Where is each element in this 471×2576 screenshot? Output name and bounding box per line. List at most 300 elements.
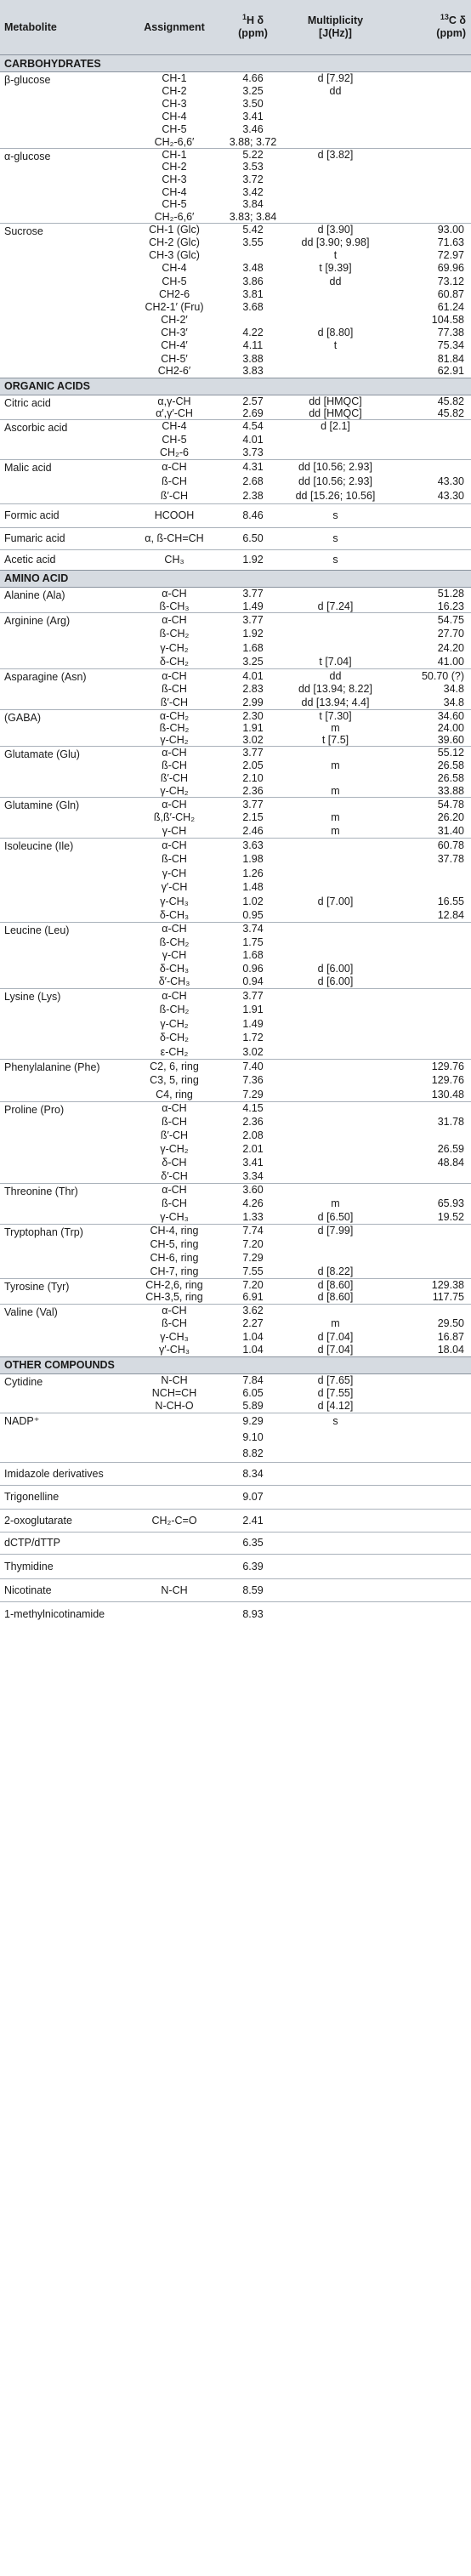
multiplicity-cell <box>285 1156 386 1169</box>
c-shift-cell: 24.00 <box>437 721 464 734</box>
assignment-cell: C4, ring <box>156 1088 193 1100</box>
c-shift-cell <box>386 419 471 433</box>
h-shift-cell: 8.59 <box>221 1578 285 1601</box>
h-shift-cell: 3.41 <box>242 111 264 122</box>
assignment-cell <box>128 1413 221 1429</box>
c-shift-cell <box>386 948 471 962</box>
assignment-cell: γ-CH₂ <box>160 1017 189 1030</box>
multiplicity-cell <box>285 1088 386 1102</box>
multiplicity-cell <box>285 1429 386 1445</box>
multiplicity-cell <box>285 627 386 641</box>
assignment-cell: CH-5 <box>162 433 187 446</box>
table-row <box>0 527 471 549</box>
table-row <box>0 746 471 759</box>
assignment-cell: α-CH <box>128 1101 221 1115</box>
c-shift-cell: 26.20 <box>437 811 464 824</box>
multiplicity-cell <box>285 880 386 895</box>
multiplicity-cell: d [7.04] <box>317 1344 354 1356</box>
c-shift-cell <box>386 1429 471 1445</box>
multiplicity-cell: d [3.82] <box>285 149 386 162</box>
c-shift-cell: 54.78 <box>386 797 471 810</box>
h-shift-cell: 0.96 <box>242 962 264 975</box>
header-multiplicity <box>285 0 386 55</box>
metabolite-name: Sucrose <box>0 223 128 378</box>
multiplicity-cell: dd [3.90; 9.98] <box>301 236 370 249</box>
multiplicity-cell: d [7.55] <box>317 1387 354 1400</box>
h-shift-cell: 1.92 <box>221 549 285 570</box>
multiplicity-cell: m <box>331 1317 340 1330</box>
assignment-cell: ß′-CH <box>160 490 189 503</box>
multiplicity-cell <box>285 1129 386 1142</box>
metabolite-name: Phenylalanine (Phe) <box>0 1059 128 1101</box>
table-row <box>0 1509 471 1532</box>
h-shift-cell: 4.01 <box>221 668 285 682</box>
multiplicity-cell <box>285 1578 386 1601</box>
table-row <box>0 1462 471 1485</box>
metabolite-name: Nicotinate <box>0 1578 128 1601</box>
h-shift-cell: 8.82 <box>242 1447 264 1460</box>
assignment-cell: CH-5 <box>162 123 187 135</box>
c-shift-cell <box>386 1183 471 1197</box>
h-shift-cell: 7.84 <box>221 1373 285 1386</box>
h-shift-cell: 3.77 <box>221 988 285 1003</box>
h-shift-cell: 3.55 <box>242 236 264 249</box>
h-shift-cell: 5.89 <box>242 1400 264 1413</box>
c-shift-cell <box>386 1129 471 1142</box>
assignment-cell: N-CH <box>128 1578 221 1601</box>
assignment-cell: γ-CH₂ <box>160 733 189 746</box>
section-header-row <box>0 570 471 587</box>
multiplicity-cell <box>285 1101 386 1115</box>
h-shift-cell: 8.34 <box>221 1462 285 1485</box>
assignment-cell: ß′-CH <box>160 1129 189 1142</box>
multiplicity-cell: t [7.30] <box>285 709 386 722</box>
multiplicity-cell <box>285 1532 386 1554</box>
h-shift-cell: 2.41 <box>221 1509 285 1532</box>
section-header-row <box>0 1356 471 1373</box>
assignment-cell: δ-CH₃ <box>159 908 190 921</box>
table-row <box>0 419 471 433</box>
h-shift-cell: 3.77 <box>221 612 285 627</box>
assignment-cell: CH2-6 <box>158 287 190 300</box>
c-shift-cell <box>386 185 471 198</box>
table-row <box>0 1224 471 1237</box>
c-shift-cell: 48.84 <box>437 1157 464 1169</box>
assignment-cell: ß,ß′-CH₂ <box>153 811 196 824</box>
header-mult-label: Multiplicity <box>307 14 364 26</box>
multiplicity-cell <box>285 1073 386 1088</box>
table-row <box>0 503 471 527</box>
metabolite-name: β-glucose <box>0 72 128 149</box>
assignment-cell: δ′-CH <box>161 1169 188 1182</box>
h-shift-cell: 2.10 <box>242 771 264 784</box>
multiplicity-cell <box>285 1003 386 1017</box>
h-shift-cell: 1.91 <box>242 721 264 734</box>
h-shift-cell: 5.42 <box>221 223 285 236</box>
assignment-cell: HCOOH <box>128 503 221 527</box>
multiplicity-cell <box>285 838 386 852</box>
c-shift-cell: 81.84 <box>437 352 464 365</box>
c-shift-cell: 39.60 <box>437 733 464 746</box>
metabolite-name: Proline (Pro) <box>0 1101 128 1183</box>
table-row <box>0 1373 471 1386</box>
assignment-cell: α-CH <box>128 1304 221 1317</box>
h-shift-cell: 7.20 <box>242 1238 264 1251</box>
assignment-cell: γ-CH <box>162 867 187 879</box>
metabolite-name: Glutamate (Glu) <box>0 746 128 797</box>
h-shift-cell: 2.01 <box>242 1143 264 1156</box>
multiplicity-cell <box>285 1601 386 1627</box>
table-row <box>0 149 471 162</box>
c-shift-cell <box>386 1462 471 1485</box>
h-shift-cell: 1.33 <box>242 1210 264 1223</box>
assignment-cell: C3, 5, ring <box>150 1074 199 1087</box>
multiplicity-cell: d [7.04] <box>317 1330 354 1343</box>
h-shift-cell: 2.27 <box>242 1317 264 1330</box>
assignment-cell: CH₃ <box>128 549 221 570</box>
multiplicity-cell: dd [10.56; 2.93] <box>298 475 372 488</box>
multiplicity-cell <box>285 111 386 123</box>
multiplicity-cell <box>285 185 386 198</box>
c-shift-cell: 62.91 <box>437 365 464 378</box>
h-shift-cell: 3.83 <box>242 365 264 378</box>
assignment-cell: ß′-CH <box>160 697 189 709</box>
assignment-cell: CH-1 <box>128 72 221 85</box>
multiplicity-cell: dd <box>329 85 342 97</box>
c-shift-cell: 19.52 <box>437 1210 464 1223</box>
multiplicity-cell <box>285 988 386 1003</box>
c-shift-cell <box>386 503 471 527</box>
metabolite-name: Imidazole derivatives <box>0 1462 128 1485</box>
assignment-cell: γ-CH₃ <box>160 1330 189 1343</box>
table-row <box>0 1304 471 1317</box>
c-shift-cell <box>386 1400 471 1413</box>
multiplicity-cell <box>285 640 386 655</box>
assignment-cell: CH-2 (Glc) <box>149 236 200 249</box>
h-shift-cell: 3.53 <box>242 161 264 173</box>
assignment-cell: ß-CH₂ <box>159 935 190 948</box>
multiplicity-cell: d [7.92] <box>285 72 386 85</box>
assignment-cell: ß-CH <box>162 1116 187 1129</box>
c-shift-cell: 27.70 <box>437 628 464 640</box>
multiplicity-cell: t [9.39] <box>319 262 352 275</box>
assignment-cell: δ-CH₂ <box>159 1032 190 1044</box>
c-shift-cell: 45.82 <box>386 395 471 407</box>
metabolite-name: Alanine (Ala) <box>0 587 128 612</box>
h-shift-cell: 4.31 <box>221 459 285 474</box>
assignment-cell: N-CH-O <box>155 1400 194 1413</box>
h-shift-cell: 3.68 <box>242 300 264 313</box>
metabolite-name: Tryptophan (Trp) <box>0 1224 128 1278</box>
h-shift-cell: 1.98 <box>242 853 264 866</box>
c-shift-cell: 16.87 <box>437 1330 464 1343</box>
multiplicity-cell <box>285 948 386 962</box>
multiplicity-cell <box>285 1059 386 1073</box>
c-shift-cell <box>386 173 471 186</box>
h-shift-cell: 3.74 <box>221 922 285 935</box>
assignment-cell: CH-3 <box>162 98 187 110</box>
multiplicity-cell <box>285 852 386 867</box>
c-shift-cell <box>386 459 471 474</box>
h-shift-cell: 3.83; 3.84 <box>229 210 277 223</box>
c-shift-cell <box>386 161 471 173</box>
c-shift-cell: 45.82 <box>437 407 464 419</box>
h-shift-cell: 4.54 <box>221 419 285 433</box>
h-shift-cell: 5.22 <box>221 149 285 162</box>
c-shift-cell <box>386 1485 471 1509</box>
c-shift-cell <box>386 136 471 149</box>
metabolite-name: dCTP/dTTP <box>0 1532 128 1554</box>
assignment-cell: CH₂-6,6′ <box>154 210 195 223</box>
metabolite-name: Ascorbic acid <box>0 419 128 459</box>
multiplicity-cell <box>285 1045 386 1060</box>
header-h-sup: 1 <box>241 12 247 21</box>
assignment-cell: CH-6, ring <box>150 1252 199 1265</box>
h-shift-cell: 2.83 <box>242 683 264 696</box>
h-shift-cell: 3.77 <box>221 587 285 600</box>
c-shift-cell <box>386 935 471 949</box>
c-shift-cell: 77.38 <box>437 327 464 339</box>
multiplicity-cell <box>285 1031 386 1045</box>
c-shift-cell <box>386 1003 471 1017</box>
metabolite-name: Malic acid <box>0 459 128 503</box>
h-shift-cell: 4.26 <box>242 1197 264 1210</box>
assignment-cell: α-CH <box>128 797 221 810</box>
header-c-label: C δ <box>448 14 466 26</box>
h-shift-cell: 7.36 <box>242 1074 264 1087</box>
table-row <box>0 72 471 85</box>
multiplicity-cell <box>285 300 386 313</box>
assignment-cell: ß-CH <box>162 683 187 696</box>
multiplicity-cell <box>285 123 386 136</box>
assignment-cell: CH-4 <box>162 185 187 198</box>
metabolite-name: Fumaric acid <box>0 527 128 549</box>
table-row <box>0 223 471 236</box>
multiplicity-cell <box>285 587 386 600</box>
assignment-cell: α-CH₂ <box>128 709 221 722</box>
h-shift-cell: 2.05 <box>242 759 264 771</box>
c-shift-cell: 34.60 <box>386 709 471 722</box>
multiplicity-cell: m <box>331 1197 340 1210</box>
h-shift-cell: 2.69 <box>242 407 264 419</box>
multiplicity-cell: m <box>331 759 340 771</box>
c-shift-cell <box>386 1387 471 1400</box>
multiplicity-cell: m <box>331 811 340 824</box>
h-shift-cell: 2.57 <box>221 395 285 407</box>
multiplicity-cell: d [4.12] <box>317 1400 354 1413</box>
assignment-cell: α-CH <box>128 612 221 627</box>
multiplicity-cell <box>285 352 386 365</box>
h-shift-cell: 6.35 <box>221 1532 285 1554</box>
c-shift-cell <box>386 98 471 111</box>
assignment-cell: α-CH <box>128 922 221 935</box>
h-shift-cell: 9.29 <box>221 1413 285 1429</box>
c-shift-cell <box>386 85 471 98</box>
h-shift-cell: 1.04 <box>242 1344 264 1356</box>
multiplicity-cell <box>285 1251 386 1265</box>
section-header-row <box>0 378 471 395</box>
assignment-cell: CH2-6′ <box>157 365 191 378</box>
assignment-cell: α-CH <box>128 587 221 600</box>
metabolite-name: Leucine (Leu) <box>0 922 128 988</box>
multiplicity-cell: d [2.1] <box>285 419 386 433</box>
multiplicity-cell: dd [13.94; 8.22] <box>298 683 372 696</box>
metabolite-name: Acetic acid <box>0 549 128 570</box>
table-row <box>0 988 471 1003</box>
h-shift-cell: 3.34 <box>242 1169 264 1182</box>
h-shift-cell: 3.86 <box>242 275 264 287</box>
assignment-cell: CH-3 (Glc) <box>149 249 200 262</box>
metabolite-name: (GABA) <box>0 709 128 746</box>
h-shift-cell: 3.84 <box>242 198 264 211</box>
h-shift-cell: 4.66 <box>221 72 285 85</box>
multiplicity-cell: d [7.00] <box>317 895 354 907</box>
multiplicity-cell <box>285 935 386 949</box>
c-shift-cell: 43.30 <box>437 490 464 503</box>
assignment-cell: α′,γ′-CH <box>156 407 193 419</box>
assignment-cell: CH-7, ring <box>150 1265 199 1277</box>
section-title: ORGANIC ACIDS <box>0 378 471 395</box>
assignment-cell: ß-CH₃ <box>159 600 190 612</box>
assignment-cell: CH-1 <box>128 149 221 162</box>
h-shift-cell: 8.46 <box>221 503 285 527</box>
c-shift-cell <box>386 866 471 880</box>
h-shift-cell: 3.46 <box>242 123 264 135</box>
h-shift-cell: 3.81 <box>242 287 264 300</box>
table-row <box>0 1059 471 1073</box>
h-shift-cell: 3.88; 3.72 <box>229 135 277 148</box>
h-shift-cell: 2.30 <box>221 709 285 722</box>
c-shift-cell <box>386 1304 471 1317</box>
h-shift-cell: 1.04 <box>242 1330 264 1343</box>
assignment-cell: ß-CH₂ <box>159 628 190 640</box>
h-shift-cell: 3.72 <box>242 173 264 186</box>
multiplicity-cell <box>285 866 386 880</box>
c-shift-cell <box>386 1601 471 1627</box>
multiplicity-cell <box>285 1509 386 1532</box>
c-shift-cell <box>386 446 471 460</box>
assignment-cell: α-CH <box>128 988 221 1003</box>
assignment-cell: δ-CH <box>162 1157 187 1169</box>
assignment-cell: ß′-CH <box>160 771 189 784</box>
assignment-cell: α-CH <box>128 1183 221 1197</box>
assignment-cell: ß-CH <box>162 475 187 488</box>
metabolite-name: Threonine (Thr) <box>0 1183 128 1224</box>
assignment-cell: CH-5 <box>162 198 187 211</box>
c-shift-cell: 50.70 (?) <box>386 668 471 682</box>
assignment-cell: δ-CH₂ <box>159 655 190 668</box>
multiplicity-cell <box>285 198 386 211</box>
assignment-cell: δ-CH₃ <box>159 962 190 975</box>
c-shift-cell <box>386 1265 471 1278</box>
h-shift-cell: 3.42 <box>242 185 264 198</box>
multiplicity-cell: t [7.5] <box>321 733 349 746</box>
assignment-cell: CH-3′ <box>161 327 188 339</box>
h-shift-cell: 3.41 <box>242 1157 264 1169</box>
assignment-cell: ß-CH₂ <box>159 1004 190 1016</box>
table-row <box>0 459 471 474</box>
assignment-cell: α,γ-CH <box>128 395 221 407</box>
c-shift-cell <box>386 1554 471 1578</box>
c-shift-cell <box>386 1045 471 1060</box>
c-shift-cell <box>386 962 471 975</box>
metabolite-name: Asparagine (Asn) <box>0 668 128 709</box>
assignment-cell: α-CH <box>128 668 221 682</box>
c-shift-cell: 54.75 <box>386 612 471 627</box>
h-shift-cell: 2.38 <box>242 490 264 503</box>
c-shift-cell <box>386 1016 471 1031</box>
multiplicity-cell: d [6.50] <box>317 1210 354 1223</box>
c-shift-cell: 34.8 <box>443 683 464 696</box>
assignment-cell: α-CH <box>128 746 221 759</box>
c-shift-cell <box>386 1169 471 1183</box>
metabolite-name: Arginine (Arg) <box>0 612 128 668</box>
assignment-cell: CH₂-6,6′ <box>154 135 195 148</box>
multiplicity-cell <box>285 161 386 173</box>
assignment-cell: α-CH <box>128 838 221 852</box>
table-row <box>0 709 471 722</box>
table-row <box>0 1578 471 1601</box>
c-shift-cell: 117.75 <box>432 1291 464 1304</box>
h-shift-cell: 6.05 <box>242 1387 264 1400</box>
h-shift-cell: 1.72 <box>242 1032 264 1044</box>
h-shift-cell: 9.07 <box>221 1485 285 1509</box>
multiplicity-cell: d [7.65] <box>285 1373 386 1386</box>
h-shift-cell: 1.68 <box>242 949 264 962</box>
metabolite-name: Glutamine (Gln) <box>0 797 128 838</box>
c-shift-cell: 72.97 <box>437 249 464 262</box>
assignment-cell <box>128 1462 221 1485</box>
h-shift-cell: 6.91 <box>242 1291 264 1304</box>
multiplicity-cell <box>285 365 386 378</box>
c-shift-cell <box>386 975 471 989</box>
h-shift-cell <box>221 249 285 262</box>
multiplicity-cell <box>285 1462 386 1485</box>
h-shift-cell: 4.11 <box>242 339 264 352</box>
multiplicity-cell <box>285 1237 386 1251</box>
c-shift-cell <box>386 149 471 162</box>
h-shift-cell: 8.93 <box>221 1601 285 1627</box>
table-row <box>0 922 471 935</box>
c-shift-cell: 24.20 <box>437 641 464 654</box>
c-shift-cell: 69.96 <box>437 262 464 275</box>
c-shift-cell <box>386 1373 471 1386</box>
h-shift-cell: 1.91 <box>242 1004 264 1016</box>
assignment-cell: α, ß-CH=CH <box>128 527 221 549</box>
h-shift-cell: 3.50 <box>242 98 264 110</box>
h-shift-cell: 3.88 <box>242 352 264 365</box>
c-shift-cell: 31.40 <box>437 825 464 838</box>
multiplicity-cell: t <box>333 339 338 352</box>
h-shift-cell: 7.29 <box>242 1088 264 1100</box>
multiplicity-cell <box>285 922 386 935</box>
assignment-cell: N-CH <box>128 1373 221 1386</box>
h-shift-cell: 3.25 <box>242 655 264 668</box>
multiplicity-cell <box>285 1169 386 1183</box>
assignment-cell: NCH=CH <box>151 1387 197 1400</box>
table-row <box>0 668 471 682</box>
multiplicity-cell: s <box>285 527 386 549</box>
h-shift-cell: 1.75 <box>242 935 264 948</box>
multiplicity-cell <box>285 612 386 627</box>
table-header-row <box>0 0 471 55</box>
h-shift-cell: 1.48 <box>242 881 264 894</box>
assignment-cell: CH₂-6 <box>159 446 190 459</box>
multiplicity-cell: dd <box>285 668 386 682</box>
metabolite-name: Isoleucine (Ile) <box>0 838 128 922</box>
c-shift-cell <box>386 1446 471 1462</box>
c-shift-cell: 37.78 <box>437 853 464 866</box>
